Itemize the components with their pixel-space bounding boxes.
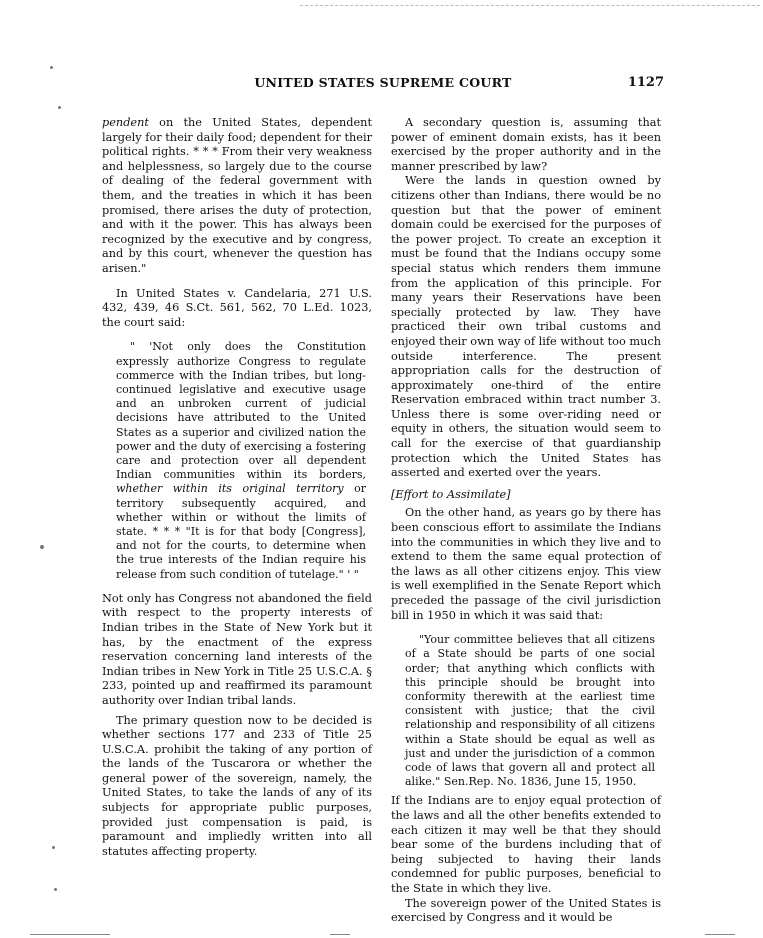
paragraph-primary-question: The primary question now to be decided is whether sections 177 and 233 of Title 25 U.S.C.A. prohibit the taking of any portion of the lands of the Tuscarora or whether the general power of the sovereign, namely, the United States, to take the lands of any of its subjects for appropriate public purposes, provided just compensation is paid, is paramount and impliedly written into all statutes affecting property. bbox=[102, 713, 372, 858]
paragraph-equal-protection: If the Indians are to enjoy equal protection of the laws and all the other benefits extended to each citizen it may well be that they should bear some of the burdens including that of being subjected to having their lands condemned for public purposes, beneficial to the State in which they live. bbox=[391, 794, 661, 895]
section-heading: [Effort to Assimilate] bbox=[391, 487, 511, 501]
quote-text-continued: or territory subsequently acquired, and whether within or without the limits of state. * * * "It is for that body [Congress], and not for the courts, to determine when the true interests of the Indian require his release from such condition of tutelage." ' " bbox=[116, 482, 366, 581]
paragraph-sovereign-power: The sovereign power of the United States is exercised by Congress and it would be bbox=[391, 896, 661, 925]
block-quote-candelaria bbox=[116, 340, 366, 581]
scan-speck bbox=[54, 888, 57, 891]
scan-artifact-line bbox=[30, 934, 110, 935]
block-quote-senate-report: "Your committee believes that all citizens of a State should be parts of one social order; that anything which conflicts with this principle should be brought into conformity therewith at the earliest time consistent with justice; that the civil relationship and responsibility of all citizens within a State should be equal as well as just and under the jurisdiction of a common code of laws that govern all and protect all alike." Sen.Rep. No. 1836, June 15, 1950. bbox=[405, 633, 655, 789]
page-title: UNITED STATES SUPREME COURT bbox=[254, 75, 512, 90]
paragraph-secondary-question: A secondary question is, assuming that power of eminent domain exists, has it been exercised by the proper authority and in the manner prescribed by law? bbox=[391, 116, 661, 173]
scan-speck bbox=[58, 106, 61, 109]
right-column bbox=[391, 116, 661, 926]
paragraph-congress-field: Not only has Congress not abandoned the field with respect to the property interests of Indian tribes in the State of New York but it has, by the enactment of the express reservation concerning land interests of the Indian tribes in New York in Title 25 U.S.C.A. § 233, pointed up and reaffirmed its paramount authority over Indian tribal lands. bbox=[102, 591, 372, 707]
scan-artifact-line bbox=[330, 934, 350, 935]
scan-artifact-line bbox=[705, 934, 735, 935]
paragraph-candelaria: In United States v. Candelaria, 271 U.S. 432, 439, 46 S.Ct. 561, 562, 70 L.Ed. 1023, the court said: bbox=[102, 286, 372, 329]
scan-speck bbox=[50, 66, 53, 69]
paragraph-assimilate: On the other hand, as years go by there has been conscious effort to assimilate the Indians into the communities in which they live and to extend to them the same equal protection of the laws as all other citizens enjoy. This view is well exemplified in the Senate Report which preceded the passage of the civil jurisdiction bill in 1950 in which it was said that: bbox=[391, 506, 661, 622]
running-header bbox=[102, 75, 664, 91]
paragraph-lead-italic: pendent bbox=[102, 116, 149, 129]
top-dashed-border bbox=[300, 5, 760, 6]
page-number: 1127 bbox=[627, 75, 664, 90]
quote-italic: whether within its original territory bbox=[116, 482, 344, 496]
paragraph-text: on the United States, dependent largely for their daily food; dependent for their political rights. * * * From their very weakness and helplessness, so largely due to the course of dealing of the federal government with them, and the treaties in which it has been promised, there arises the duty of protection, and with it the power. This has always been recognized by the executive and by congress, and by this court, whenever the question has arisen." bbox=[102, 116, 372, 275]
quote-text: " 'Not only does the Constitution expressly authorize Congress to regulate commerce with the Indian tribes, but long-continued legislative and executive usage and an unbroken current of judicial decisions have attributed to the United States as a superior and civilized nation the power and the duty of exercising a fostering care and protection over all dependent Indian communities within its borders, bbox=[116, 340, 366, 482]
paragraph-eminent-domain: Were the lands in question owned by citizens other than Indians, there would be no question but that the power of eminent domain could be exercised for the purposes of the power project. To create an exception it must be found that the Indians occupy some special status which renders them immune from the application of this principle. For many years their Reservations have been specially protected by law. They have practiced their own tribal customs and enjoyed their own way of life without too much outside interference. The present appropriation calls for the destruction of approximately one-third of the entire Reservation embraced within tract number 3. Unless there is some over-riding need or equity in others, the situation would seem to call for the exercise of that guardianship protection which the United States has asserted and exerted over the years. bbox=[391, 174, 661, 480]
left-column bbox=[102, 116, 372, 859]
scan-speck bbox=[52, 846, 55, 849]
scan-speck bbox=[40, 545, 44, 549]
paragraph-continued bbox=[102, 116, 372, 277]
